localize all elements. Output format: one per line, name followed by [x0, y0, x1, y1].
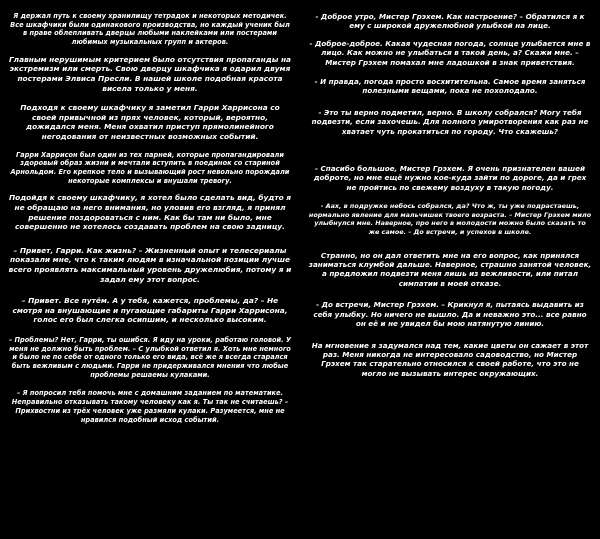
- right-paragraph-8: - До встречи, Мистер Грэхем. – Крикнул я, пытаясь выдавить из себя улыбку. Но ничего не вышло. Да и неважно это... все равно он её и не увидел бы мою натянутую линию.: [313, 300, 587, 329]
- left-paragraph-7: – Привет. Все путём. А у тебя, кажется, проблемы, да? – Не смотря на внушающие и пугающие габариты Гарри Харрисона, голос его был слегка осипшим, и несколько высоким.: [12, 296, 288, 325]
- right-paragraph-7: Странно, но он дал ответить мне на его вопрос, как принялся заниматься клумбой дальше. Наверное, страшно занятой человек, а предложил подвезти меня лишь из вежливости, или питал симпатии в моей отказе.: [308, 250, 592, 288]
- left-paragraph-3: Подходя к своему шкафчику я заметил Гарри Харрисона со своей привычной из прях человек, который, вероятно, дожидался меня. Меня охватил приступ прямолинейного негодования от неизвестных возможных событий.: [20, 103, 280, 141]
- left-paragraph-9: – Я попросил тебя помочь мне с домашним заданием по математике. Неправильно отказывать такому человеку как я. Ты так не считаешь? – Прихвостни из трёх человек уже размяли кулаки. Разумеется, мне не нравился подобный исход событий.: [11, 389, 289, 424]
- right-paragraph-9: На мгновение я задумался над тем, какие цветы он сажает в этот раз. Меня никогда не интересовало садоводство, но Мистер Грэхем так старательно относился к своей работе, что это не могло не вызывать интерес окружающих.: [311, 340, 589, 378]
- left-paragraph-2: Главным нерушимым критерием было отсутствия пропаганды на экстремизм или смерть. Свою дверцу шкафчика я одарил двумя постерами Элвиса Пресли. В нашей школе подобная красота висела только у меня.: [8, 54, 292, 93]
- right-text-column: [308, 12, 592, 392]
- right-paragraph-4: - Это ты верно подметил, верно. В школу собрался? Могу тебя подвезти, если захочешь. Для полного умиротворения как раз не хватает чуть прокатиться по городу. Что скажешь?: [311, 107, 589, 136]
- right-paragraph-1: - Доброе утро, Мистер Грэхем. Как настроение? – Обратился я к ему с широкой дружелюбной улыбкой на лице.: [315, 12, 585, 31]
- right-paragraph-3: - И правда, погода просто восхитительна. Самое время заняться полезными вещами, пока не похолодало.: [314, 77, 586, 96]
- left-text-column: [8, 12, 292, 432]
- right-paragraph-5: - Спасибо большое, Мистер Грэхем. Я очень признателен вашей доброте, но мне ещё нужно кое-куда зайти по дороге, да и грех не пройтись по свежему воздуху в такую погоду.: [313, 164, 587, 192]
- left-paragraph-4: Гарри Харрисон был один из тех парней, которые пропагандировали здоровый образ жизни и мечтали вступить в поединок со стариной Арнольдом. Его крепкое тело и вызывающий рост невольно порождали некоторые комплексы и внушали тревогу.: [10, 150, 290, 185]
- left-paragraph-8: – Проблемы? Нет, Гарри, ты ошибся. Я иду на уроки, работаю головой. У меня не должно быть проблем. – С улыбкой ответил я. Хоть мне немного и было не по себе от одного только его вида, всё же я всегда старался быть вежливым с людьми. Гарри не придерживался мнения что любые проблемы решаемы кулаками.: [8, 335, 292, 379]
- left-paragraph-1: Я держал путь к своему хранилищу тетрадок и некоторых методичек. Все шкафчики были одинакового производства, но каждый ученик был в праве облепливать дверцы любыми наклейками или постерами любимых музыкальных групп и актеров.: [10, 12, 290, 47]
- right-paragraph-6: - Аах, в подружке небось собрался, да? Что ж, ты уже подрастаешь, нормально явление для мальчишек твоего возраста. – Мистер Грэхем мило улыбнулся мне. Наверное, про него в молодости можно было сказать то же самое. – До встречи, и успехов в школе.: [308, 202, 592, 237]
- left-paragraph-5: Подойдя к своему шкафчику, я хотел было сделать вид, будто я не обращаю на него внимания, но уловив его взгляд, я принял решение поздороваться с ним. Как бы там ни было, мне совершенно не хотелось создавать проблем на свою задницу.: [8, 193, 292, 232]
- right-paragraph-2: - Доброе-доброе. Какая чудесная погода, солнце улыбается мне в лицо. Как можно не улыбаться в такой день, а? Скажи мне. – Мистер Грэхем помахал мне ладошкой в знак приветствия.: [309, 38, 591, 67]
- left-paragraph-6: – Привет, Гарри. Как жизнь? – Жизненный опыт и телесериалы показали мне, что к таким людям в изначальной позиции лучше всего проявлять максимальный уровень дружелюбия, потому я и задал ему этот вопрос.: [8, 245, 292, 284]
